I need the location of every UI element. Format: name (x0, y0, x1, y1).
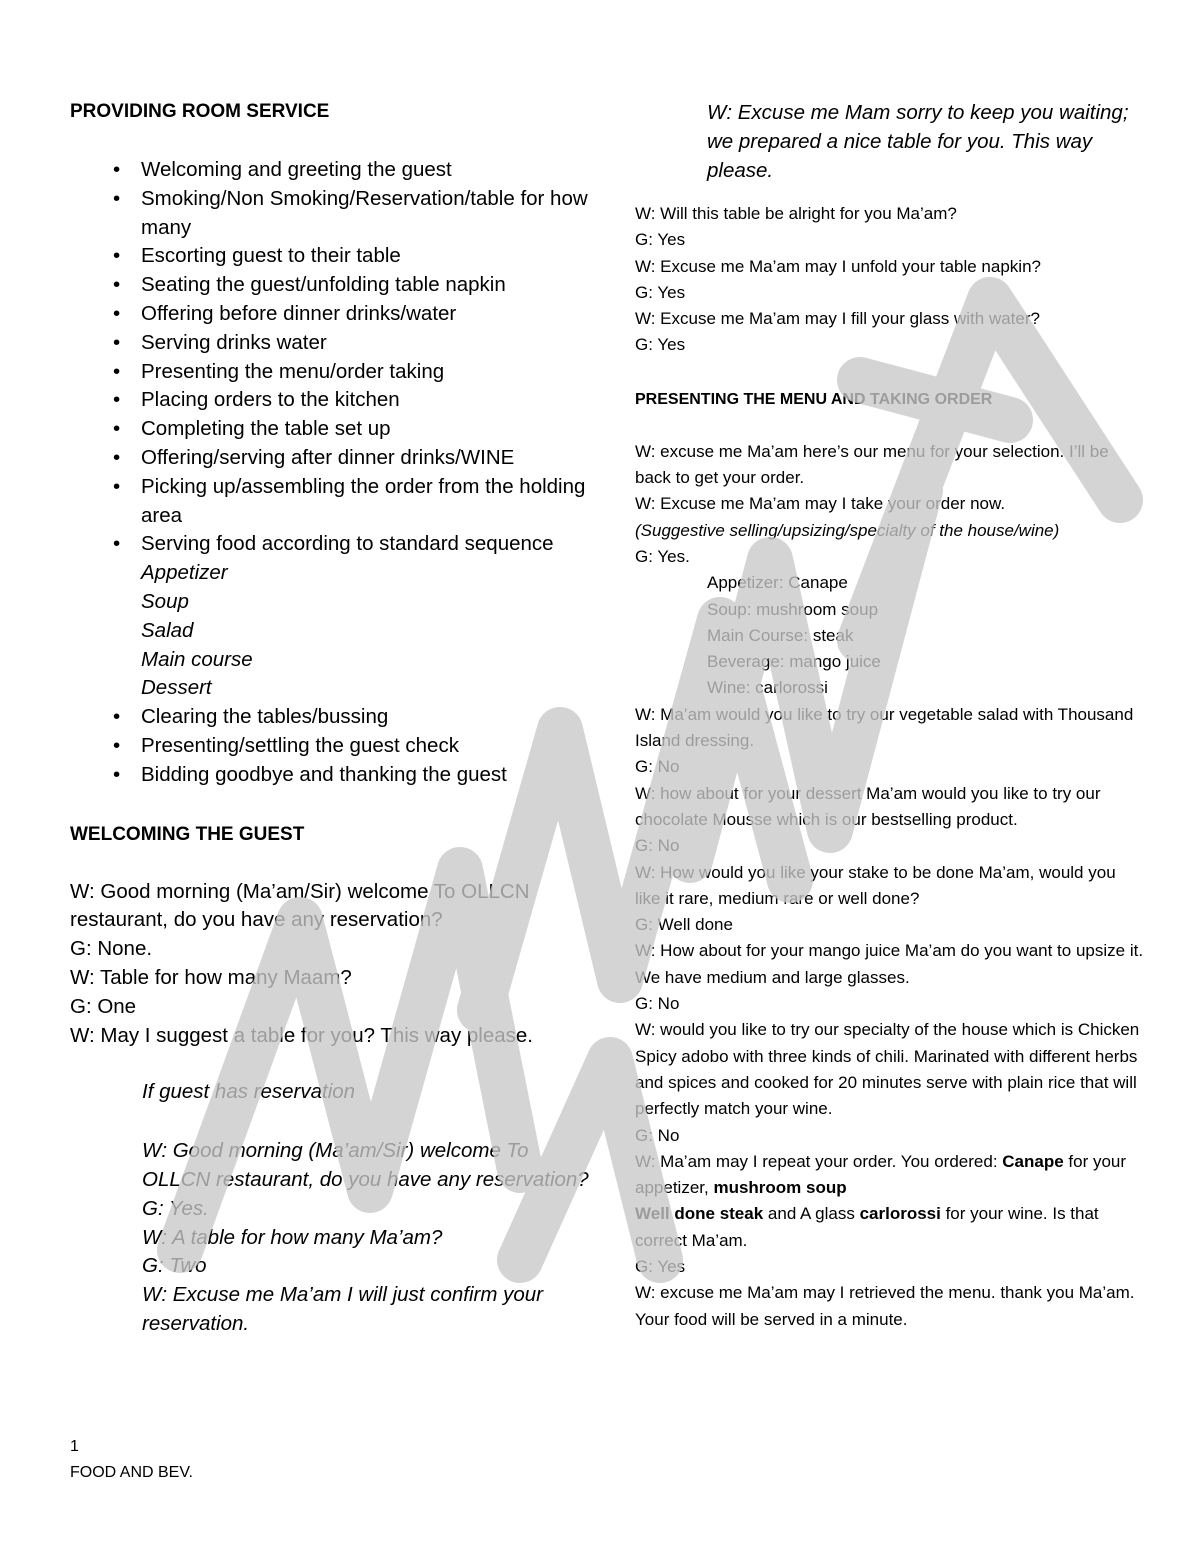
course-item: Main course (141, 647, 253, 671)
dialog-line: G: No (635, 836, 680, 856)
list-item: • Offering/serving after dinner drinks/WINE (70, 444, 590, 473)
order-item: Main Course: steak (707, 625, 854, 645)
dialog-line: G: Yes (635, 230, 686, 250)
bullet-icon: • (113, 273, 121, 297)
bullet-icon: • (113, 158, 121, 181)
dialog-line: G: No (635, 994, 680, 1014)
reservation-dialog (70, 1078, 590, 1338)
section-title-room-service: PROVIDING ROOM SERVICE (70, 101, 330, 122)
bullet-icon: • (113, 474, 121, 498)
order-item: Soup: mushroom soup (707, 599, 879, 619)
left-column (70, 98, 590, 1339)
dialog-line: W: Good morning (Ma’am/Sir) welcome To OLLCN restaurant, do you have any reservation? (70, 879, 530, 932)
selling-note: (Suggestive selling/upsizing/specialty of the house/wine) (635, 520, 1060, 540)
list-item: • Presenting the menu/order taking (70, 358, 590, 387)
dialog-line: W: Excuse me Ma’am may I fill your glass with water? (635, 309, 1040, 329)
welcome-dialog (70, 878, 590, 1051)
list-item: • Serving drinks water (70, 329, 590, 358)
order-item: Appetizer: Canape (707, 573, 848, 593)
dialog-line: W: how about for your dessert Ma’am would you like to try our chocolate Mousse which is our bestselling product. (635, 783, 1101, 829)
order-items (635, 570, 1145, 701)
order-repeat-line: W: Ma’am may I repeat your order. You ordered: Canape for your appetizer, mushroom soup (635, 1151, 1127, 1198)
list-item: • Welcoming and greeting the guest (70, 156, 590, 185)
bullet-icon: • (113, 301, 121, 325)
dialog-line: W: Excuse me Ma’am may I unfold your table napkin? (635, 256, 1041, 276)
bullet-icon: • (113, 330, 121, 354)
list-item: • Presenting/settling the guest check (70, 732, 590, 761)
list-item: • Escorting guest to their table (70, 242, 590, 271)
bullet-icon: • (113, 705, 121, 729)
reservation-subtitle: If guest has reservation (142, 1080, 356, 1104)
dialog-line: G: Two (142, 1254, 207, 1278)
list-item: • Seating the guest/unfolding table napkin (70, 271, 590, 300)
list-item: • Placing orders to the kitchen (70, 386, 590, 415)
course-item: Soup (141, 589, 189, 613)
page-number: 1 (70, 1438, 79, 1455)
dialog-line: G: Yes (635, 335, 686, 355)
dialog-line: W: How would you like your stake to be done Ma’am, would you like it rare, medium rare or well done? (635, 862, 1116, 908)
list-item: • Smoking/Non Smoking/Reservation/table for how many (113, 186, 588, 239)
bullet-icon: • (113, 762, 121, 786)
list-item: • Offering before dinner drinks/water (70, 300, 590, 329)
dialog-line: G: None. (70, 937, 153, 961)
list-item: • Picking up/assembling the order from the holding area (113, 474, 586, 527)
bullet-icon: • (113, 417, 121, 441)
dialog-line: W: A table for how many Ma’am? (142, 1225, 443, 1249)
bullet-icon: • (113, 532, 121, 556)
list-item: • Completing the table set up (70, 415, 590, 444)
footer-label: FOOD AND BEV. (70, 1464, 193, 1481)
bullet-icon: • (113, 445, 121, 469)
dialog-line: W: May I suggest a table for you? This way please. (70, 1023, 534, 1047)
section-title-menu: PRESENTING THE MENU AND TAKING ORDER (635, 390, 993, 408)
bullet-icon: • (113, 186, 121, 210)
dialog-line: W: Excuse me Ma’am may I take your order now. (635, 494, 1006, 514)
course-item: Appetizer (141, 561, 228, 585)
dialog-line: W: How about for your mango juice Ma’am do you want to upsize it. We have medium and large glasses. (635, 941, 1144, 987)
dialog-line: W: Excuse me Ma’am I will just confirm your reservation. (142, 1283, 543, 1335)
dialog-line: G: No (635, 1125, 680, 1145)
order-repeat-line: Well done steak and A glass carlorossi for your wine. Is that correct Ma’am. (635, 1204, 1099, 1250)
right-column (635, 98, 1145, 1333)
seating-dialog (635, 201, 1145, 359)
dialog-line: W: excuse me Ma’am here’s our menu for your selection. I’ll be back to get your order. (635, 441, 1109, 488)
order-item: Wine: carlorossi (707, 678, 828, 698)
dialog-line: W: Good morning (Ma’am/Sir) welcome To OLLCN restaurant, do you have any reservation? (142, 1139, 589, 1191)
bullet-icon: • (113, 359, 121, 383)
section-title-welcoming: WELCOMING THE GUEST (70, 823, 305, 845)
order-item: Beverage: mango juice (707, 652, 881, 672)
service-steps-list (70, 156, 590, 559)
dialog-line: G: Yes. (142, 1196, 209, 1220)
course-sequence (70, 559, 590, 703)
bullet-icon: • (113, 388, 121, 412)
escort-dialog: W: Excuse me Mam sorry to keep you waiting; we prepared a nice table for you. This way please. (707, 101, 1129, 182)
list-item: • Clearing the tables/bussing (70, 703, 590, 732)
page-footer (70, 1434, 193, 1486)
service-steps-list-continued (70, 703, 590, 789)
dialog-line: G: One (70, 994, 137, 1018)
dialog-line: W: Will this table be alright for you Ma’am? (635, 204, 957, 223)
dialog-line: G: Yes (635, 282, 686, 302)
bullet-icon: • (113, 733, 121, 757)
dialog-line: G: Yes (635, 1256, 686, 1276)
bullet-icon: • (113, 244, 121, 268)
dialog-line: W: would you like to try our specialty of the house which is Chicken Spicy adobo with three kinds of chili. Marinated with different herbs and spices and cooked for 20 minutes serve with plain rice that will perfectly match your wine. (635, 1020, 1140, 1119)
dialog-line: W: Table for how many Maam? (70, 965, 352, 989)
list-item: • Bidding goodbye and thanking the guest (70, 761, 590, 790)
dialog-line: G: Well done (635, 915, 733, 935)
list-item: • Serving food according to standard sequence (70, 530, 590, 559)
course-item: Dessert (141, 676, 212, 700)
dialog-line: G: Yes. (635, 546, 690, 566)
dialog-line: G: No (635, 757, 680, 777)
dialog-line: W: excuse me Ma’am may I retrieved the menu. thank you Ma’am. Your food will be served in a minute. (635, 1283, 1135, 1329)
order-dialog (635, 439, 1145, 1333)
dialog-line: W: Ma’am would you like to try our vegetable salad with Thousand Island dressing. (635, 704, 1134, 751)
course-item: Salad (141, 618, 194, 642)
